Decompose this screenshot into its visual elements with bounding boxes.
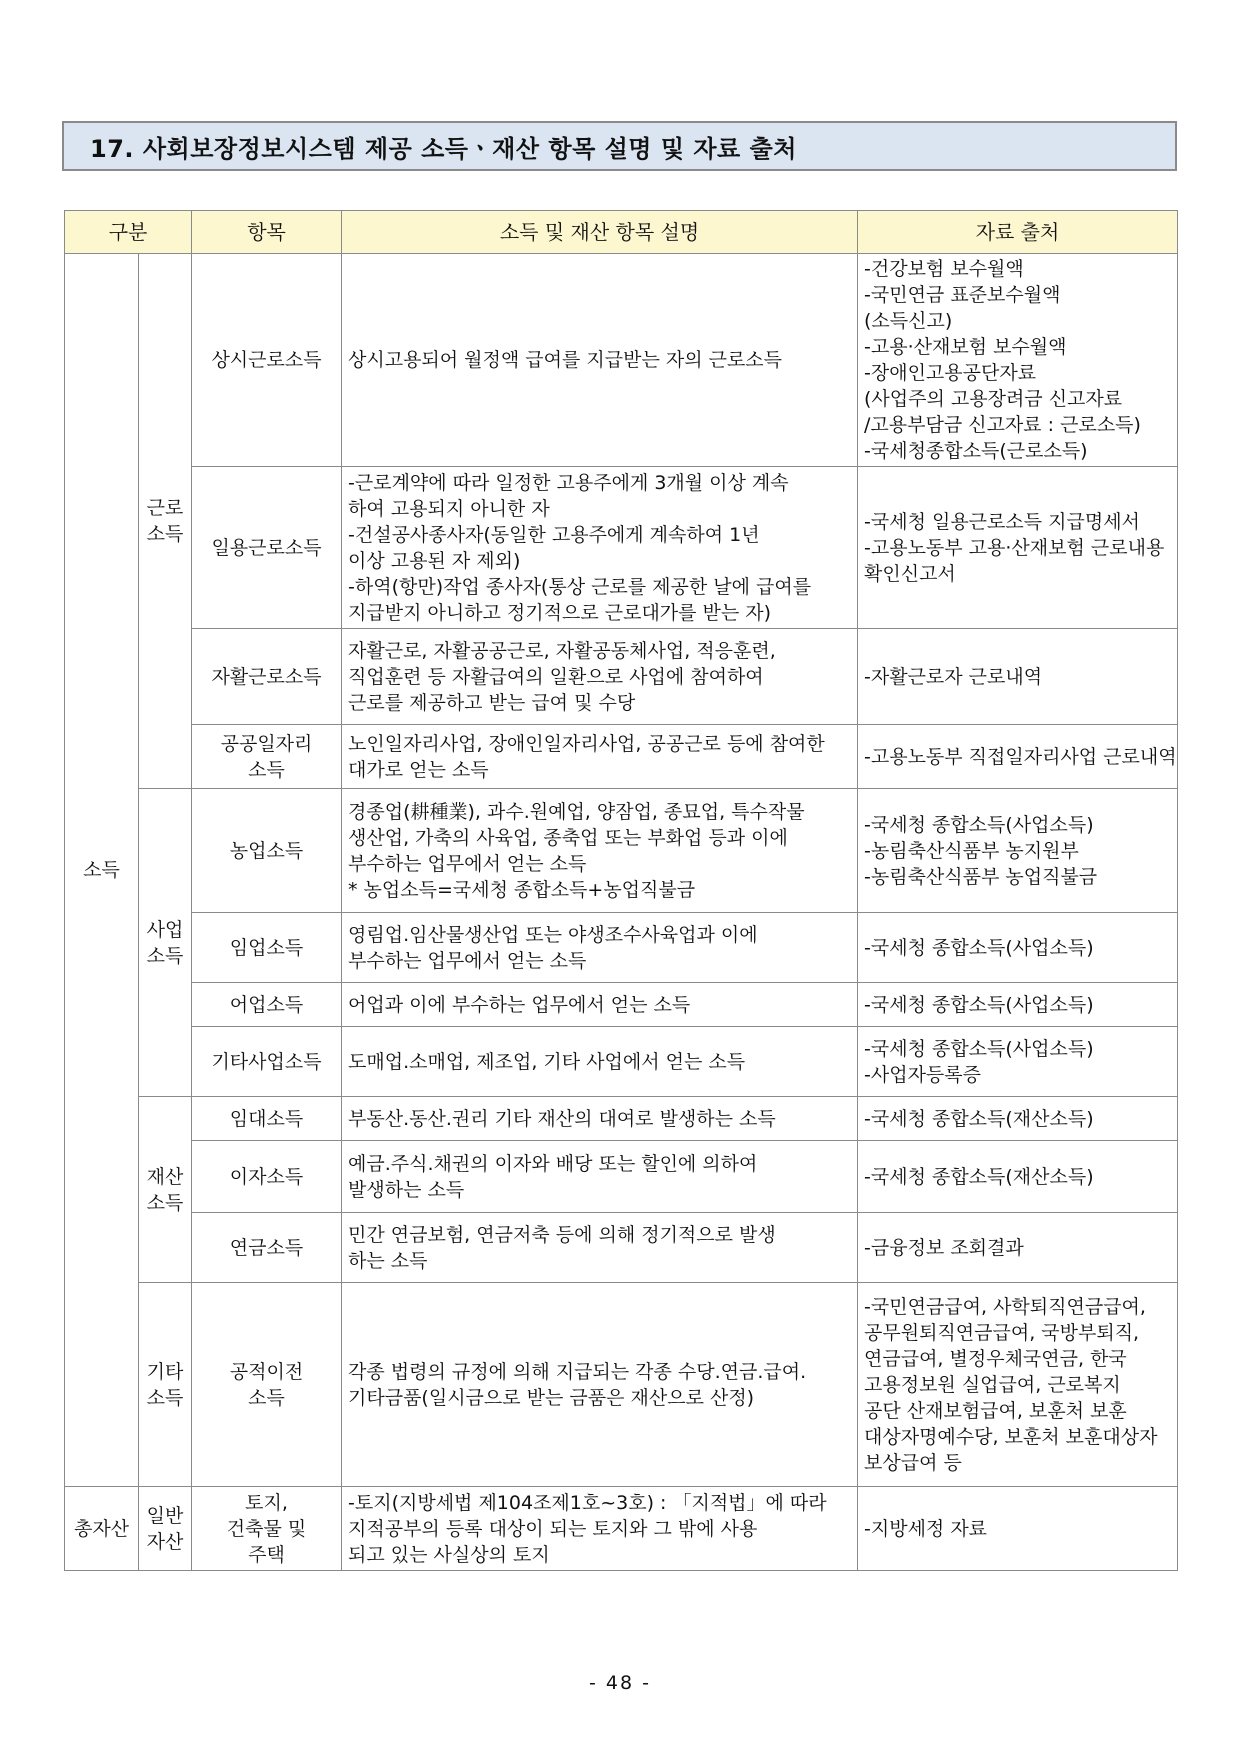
item-cell: 임업소득 xyxy=(192,913,342,983)
text-line: 각종 법령의 규정에 의해 지급되는 각종 수당.연금.급여. xyxy=(348,1360,807,1383)
text-line: 경종업(耕種業), 과수.원예업, 양잠업, 종묘업, 특수작물 xyxy=(348,800,805,823)
text-line: 대상자명예수당, 보훈처 보훈대상자 xyxy=(864,1425,1158,1448)
text-line: -국세청 종합소득(사업소득) xyxy=(864,813,1094,836)
text-line: 자활근로, 자활공공근로, 자활공동체사업, 적응훈련, xyxy=(348,639,776,662)
description-cell xyxy=(342,789,858,913)
text-line: 민간 연금보험, 연금저축 등에 의해 정기적으로 발생 xyxy=(348,1223,776,1246)
source-cell xyxy=(858,913,1178,983)
table-row xyxy=(65,467,1178,629)
text-line: 공무원퇴직연금급여, 국방부퇴직, xyxy=(864,1321,1140,1344)
text-line: -국민연금급여, 사학퇴직연금급여, xyxy=(864,1295,1146,1318)
source-cell xyxy=(858,1141,1178,1213)
text-line: -건설공사종사자(동일한 고용주에게 계속하여 1년 xyxy=(348,523,760,546)
text-line: -금융정보 조회결과 xyxy=(864,1236,1024,1259)
table-row xyxy=(65,254,1178,467)
source-cell xyxy=(858,254,1178,467)
text-line: -사업자등록증 xyxy=(864,1063,981,1086)
text-line: 하는 소득 xyxy=(348,1249,428,1272)
description-cell xyxy=(342,1097,858,1141)
text-line: 생산업, 가축의 사육업, 종축업 또는 부화업 등과 이에 xyxy=(348,826,788,849)
table-row xyxy=(65,1487,1178,1571)
text-line: 상시고용되어 월정액 급여를 지급받는 자의 근로소득 xyxy=(348,349,783,371)
text-line: 하여 고용되지 아니한 자 xyxy=(348,497,550,520)
item-cell: 공공일자리 소득 xyxy=(192,725,342,789)
table-row xyxy=(65,629,1178,725)
text-line: -국세청 종합소득(재산소득) xyxy=(864,1107,1094,1130)
text-line: 보상급여 등 xyxy=(864,1451,962,1474)
group-total-assets: 총자산 xyxy=(65,1487,139,1571)
text-line: 지급받지 아니하고 정기적으로 근로대가를 받는 자) xyxy=(348,601,772,624)
text-line: -하역(항만)작업 종사자(통상 근로를 제공한 날에 급여를 xyxy=(348,575,812,598)
description-cell xyxy=(342,913,858,983)
item-cell: 자활근로소득 xyxy=(192,629,342,725)
text-line: 이상 고용된 자 제외) xyxy=(348,549,521,572)
description-cell xyxy=(342,254,858,467)
item-cell: 농업소득 xyxy=(192,789,342,913)
text-line: 확인신고서 xyxy=(864,562,956,585)
description-cell xyxy=(342,983,858,1027)
source-cell xyxy=(858,1213,1178,1283)
text-line: -지방세정 자료 xyxy=(864,1517,988,1540)
header-item: 항목 xyxy=(192,211,342,254)
group-general-assets: 일반 자산 xyxy=(139,1487,192,1571)
text-line: 예금.주식.채권의 이자와 배당 또는 할인에 의하여 xyxy=(348,1152,758,1175)
text-line: -국세청종합소득(근로소득) xyxy=(864,440,1088,462)
description-cell xyxy=(342,1141,858,1213)
text-line: -장애인고용공단자료 xyxy=(864,362,1037,384)
item-cell: 기타사업소득 xyxy=(192,1027,342,1097)
description-cell xyxy=(342,467,858,629)
text-line: * 농업소득=국세청 종합소득+농업직불금 xyxy=(348,878,696,901)
text-line: 노인일자리사업, 장애인일자리사업, 공공근로 등에 참여한 xyxy=(348,732,825,755)
description-cell xyxy=(342,629,858,725)
text-line: 지적공부의 등록 대상이 되는 토지와 그 밖에 사용 xyxy=(348,1517,758,1540)
section-title: 17. 사회보장정보시스템 제공 소득ㆍ재산 항목 설명 및 자료 출처 xyxy=(90,134,797,163)
text-line: -고용·산재보험 보수월액 xyxy=(864,336,1067,358)
table-header-row xyxy=(65,211,1178,254)
description-cell xyxy=(342,725,858,789)
header-source: 자료 출처 xyxy=(858,211,1178,254)
text-line: 근로를 제공하고 받는 급여 및 수당 xyxy=(348,691,636,714)
table-row xyxy=(65,913,1178,983)
description-cell xyxy=(342,1213,858,1283)
text-line: (소득신고) xyxy=(864,310,953,332)
text-line: -국세청 종합소득(사업소득) xyxy=(864,993,1094,1016)
text-line: -국세청 일용근로소득 지급명세서 xyxy=(864,510,1140,533)
text-line: -자활근로자 근로내역 xyxy=(864,665,1043,688)
text-line: -건강보험 보수월액 xyxy=(864,258,1024,280)
description-cell xyxy=(342,1487,858,1571)
table-row xyxy=(65,1283,1178,1487)
text-line: -농림축산식품부 농업직불금 xyxy=(864,865,1098,888)
text-line: 부수하는 업무에서 얻는 소득 xyxy=(348,949,587,972)
text-line: -국세청 종합소득(사업소득) xyxy=(864,936,1094,959)
text-line: 공단 산재보험급여, 보훈처 보훈 xyxy=(864,1399,1127,1422)
table-row xyxy=(65,725,1178,789)
text-line: 발생하는 소득 xyxy=(348,1178,465,1201)
text-line: -고용노동부 직접일자리사업 근로내역 xyxy=(864,745,1177,768)
section-title-box xyxy=(62,121,1177,171)
text-line: -국민연금 표준보수월액 xyxy=(864,284,1061,306)
table-row xyxy=(65,789,1178,913)
description-cell xyxy=(342,1027,858,1097)
item-cell: 토지, 건축물 및 주택 xyxy=(192,1487,342,1571)
table-row xyxy=(65,1027,1178,1097)
group-property-income: 재산 소득 xyxy=(139,1097,192,1283)
group-income: 소득 xyxy=(65,254,139,1487)
text-line: 영림업.임산물생산업 또는 야생조수사육업과 이에 xyxy=(348,923,758,946)
source-cell xyxy=(858,725,1178,789)
text-line: -국세청 종합소득(사업소득) xyxy=(864,1037,1094,1060)
text-line: -국세청 종합소득(재산소득) xyxy=(864,1165,1094,1188)
header-category: 구분 xyxy=(65,211,192,254)
income-property-table xyxy=(64,210,1178,1571)
item-cell: 공적이전 소득 xyxy=(192,1283,342,1487)
item-cell: 임대소득 xyxy=(192,1097,342,1141)
item-cell: 연금소득 xyxy=(192,1213,342,1283)
header-description: 소득 및 재산 항목 설명 xyxy=(342,211,858,254)
source-cell xyxy=(858,1097,1178,1141)
text-line: 어업과 이에 부수하는 업무에서 얻는 소득 xyxy=(348,993,691,1016)
text-line: /고용부담금 신고자료 : 근로소득) xyxy=(864,414,1141,436)
table-row xyxy=(65,1213,1178,1283)
group-business-income: 사업 소득 xyxy=(139,789,192,1097)
page-number: - 48 - xyxy=(589,1672,651,1694)
text-line: 도매업.소매업, 제조업, 기타 사업에서 얻는 소득 xyxy=(348,1050,746,1073)
text-line: 고용정보원 실업급여, 근로복지 xyxy=(864,1373,1121,1396)
table-row xyxy=(65,983,1178,1027)
text-line: -농림축산식품부 농지원부 xyxy=(864,839,1079,862)
source-cell xyxy=(858,983,1178,1027)
text-line: 기타금품(일시금으로 받는 금품은 재산으로 산정) xyxy=(348,1386,755,1409)
text-line: 되고 있는 사실상의 토지 xyxy=(348,1543,550,1566)
source-cell xyxy=(858,1283,1178,1487)
table-row xyxy=(65,1097,1178,1141)
description-cell xyxy=(342,1283,858,1487)
source-cell xyxy=(858,1487,1178,1571)
item-cell: 상시근로소득 xyxy=(192,254,342,467)
text-line: 직업훈련 등 자활급여의 일환으로 사업에 참여하여 xyxy=(348,665,764,688)
text-line: 부수하는 업무에서 얻는 소득 xyxy=(348,852,587,875)
source-cell xyxy=(858,467,1178,629)
source-cell xyxy=(858,629,1178,725)
text-line: 대가로 얻는 소득 xyxy=(348,758,489,781)
table-row xyxy=(65,1141,1178,1213)
group-other-income: 기타 소득 xyxy=(139,1283,192,1487)
source-cell xyxy=(858,789,1178,913)
text-line: -근로계약에 따라 일정한 고용주에게 3개월 이상 계속 xyxy=(348,471,789,494)
source-cell xyxy=(858,1027,1178,1097)
text-line: 연금급여, 별정우체국연금, 한국 xyxy=(864,1347,1127,1370)
text-line: -고용노동부 고용·산재보험 근로내용 xyxy=(864,536,1165,559)
text-line: -토지(지방세법 제104조제1호~3호) : 「지적법」에 따라 xyxy=(348,1491,827,1514)
group-labor-income: 근로 소득 xyxy=(139,254,192,789)
item-cell: 어업소득 xyxy=(192,983,342,1027)
item-cell: 이자소득 xyxy=(192,1141,342,1213)
text-line: (사업주의 고용장려금 신고자료 xyxy=(864,388,1123,410)
item-cell: 일용근로소득 xyxy=(192,467,342,629)
text-line: 부동산.동산.권리 기타 재산의 대여로 발생하는 소득 xyxy=(348,1107,776,1130)
